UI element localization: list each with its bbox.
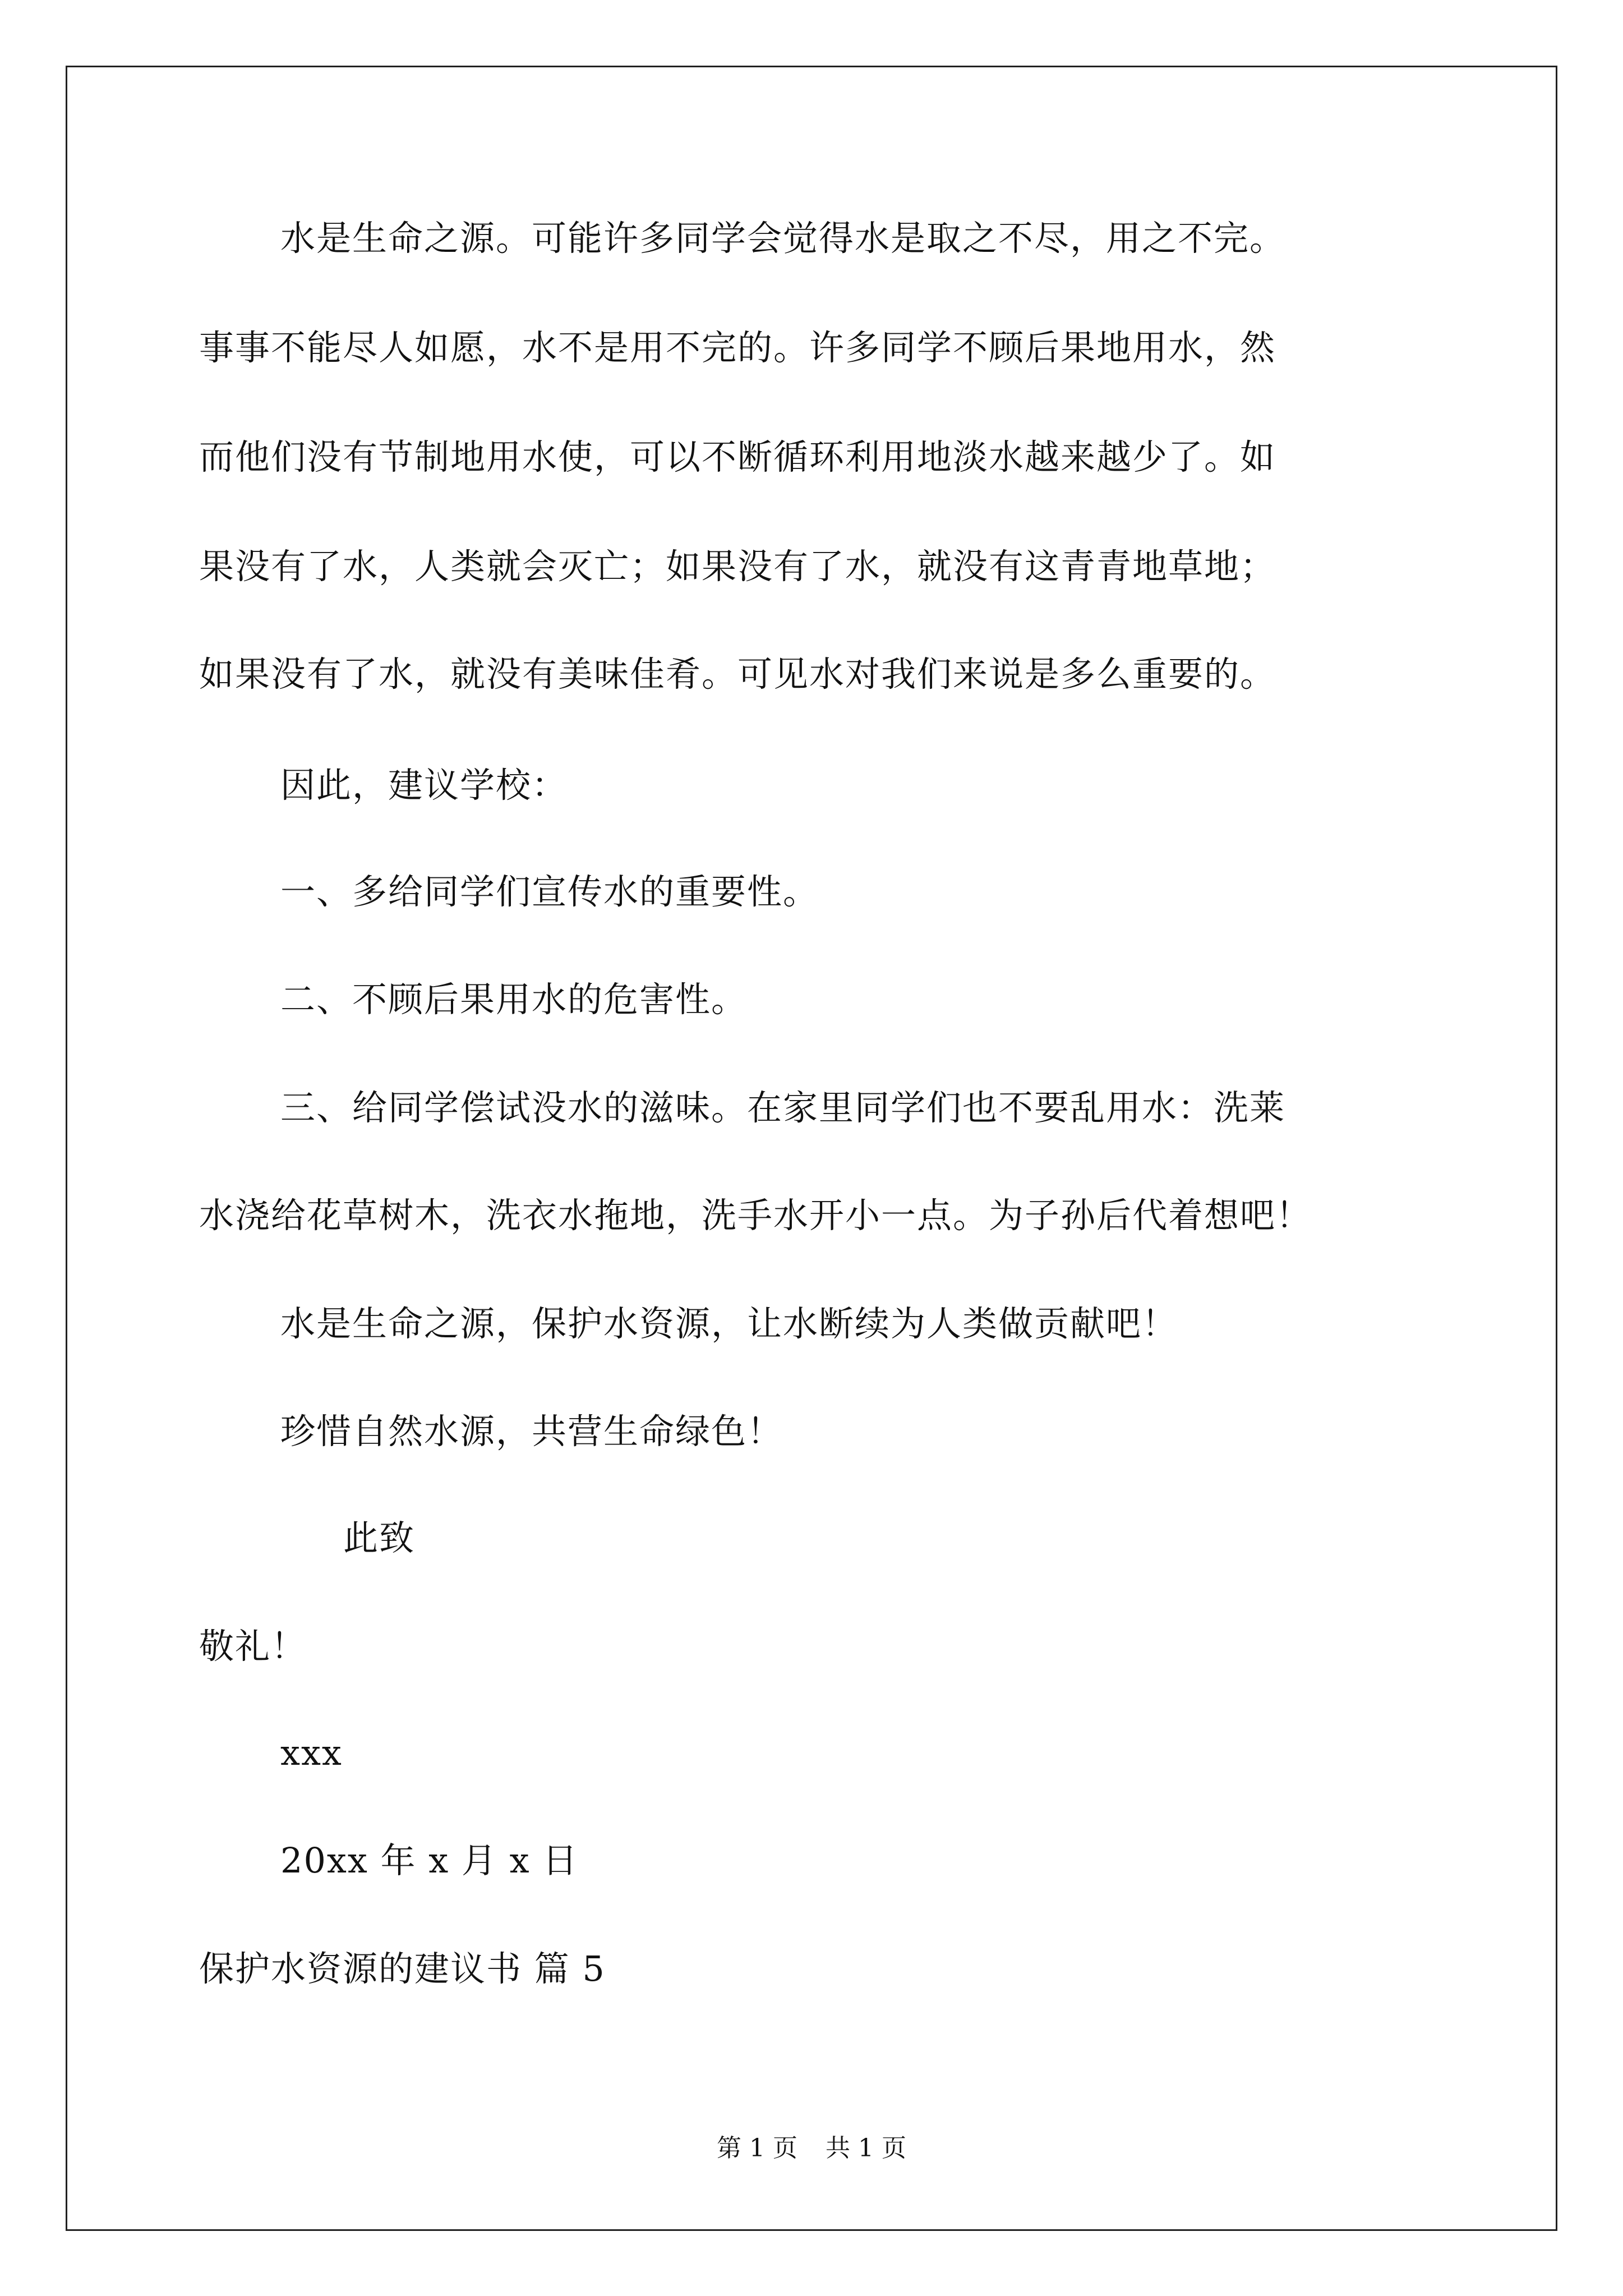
page-footer bbox=[0, 2132, 1623, 2165]
list-item: 三、给同学偿试没水的滋味。在家里同学们也不要乱用水：洗莱 bbox=[280, 1087, 1286, 1128]
paragraph-line: 如果没有了水，就没有美味佳肴。可见水对我们来说是多么重要的。 bbox=[199, 654, 1276, 694]
paragraph-line: 果没有了水，人类就会灭亡；如果没有了水，就没有这青青地草地； bbox=[199, 546, 1276, 587]
closing-salutation: 敬礼！ bbox=[199, 1626, 307, 1667]
page-border bbox=[66, 66, 1557, 2231]
paragraph-line: 水是生命之源。可能许多同学会觉得水是取之不尽，用之不完。 bbox=[280, 218, 1286, 259]
closing-line: 此致 bbox=[343, 1517, 416, 1558]
signature: xxx bbox=[280, 1732, 343, 1773]
list-item: 一、多给同学们宣传水的重要性。 bbox=[280, 871, 819, 912]
list-item: 二、不顾后果用水的危害性。 bbox=[280, 979, 748, 1020]
paragraph-line: 水浇给花草树木，洗衣水拖地，洗手水开小一点。为子孙后代着想吧！ bbox=[199, 1195, 1312, 1236]
paragraph-line: 珍惜自然水源，共营生命绿色！ bbox=[280, 1411, 783, 1452]
date: 20xx 年 x 月 x 日 bbox=[280, 1840, 579, 1881]
paragraph-line: 事事不能尽人如愿，水不是用不完的。许多同学不顾后果地用水，然 bbox=[199, 327, 1276, 368]
paragraph-line: 因此，建议学校： bbox=[280, 765, 568, 806]
page-number: 第 1 页 bbox=[717, 2134, 797, 2162]
paragraph-line: 水是生命之源，保护水资源，让水断续为人类做贡献吧！ bbox=[280, 1303, 1178, 1344]
section-title: 保护水资源的建议书 篇 5 bbox=[199, 1948, 606, 1989]
paragraph-line: 而他们没有节制地用水使，可以不断循环利用地淡水越来越少了。如 bbox=[199, 436, 1276, 477]
page-total: 共 1 页 bbox=[826, 2134, 906, 2162]
